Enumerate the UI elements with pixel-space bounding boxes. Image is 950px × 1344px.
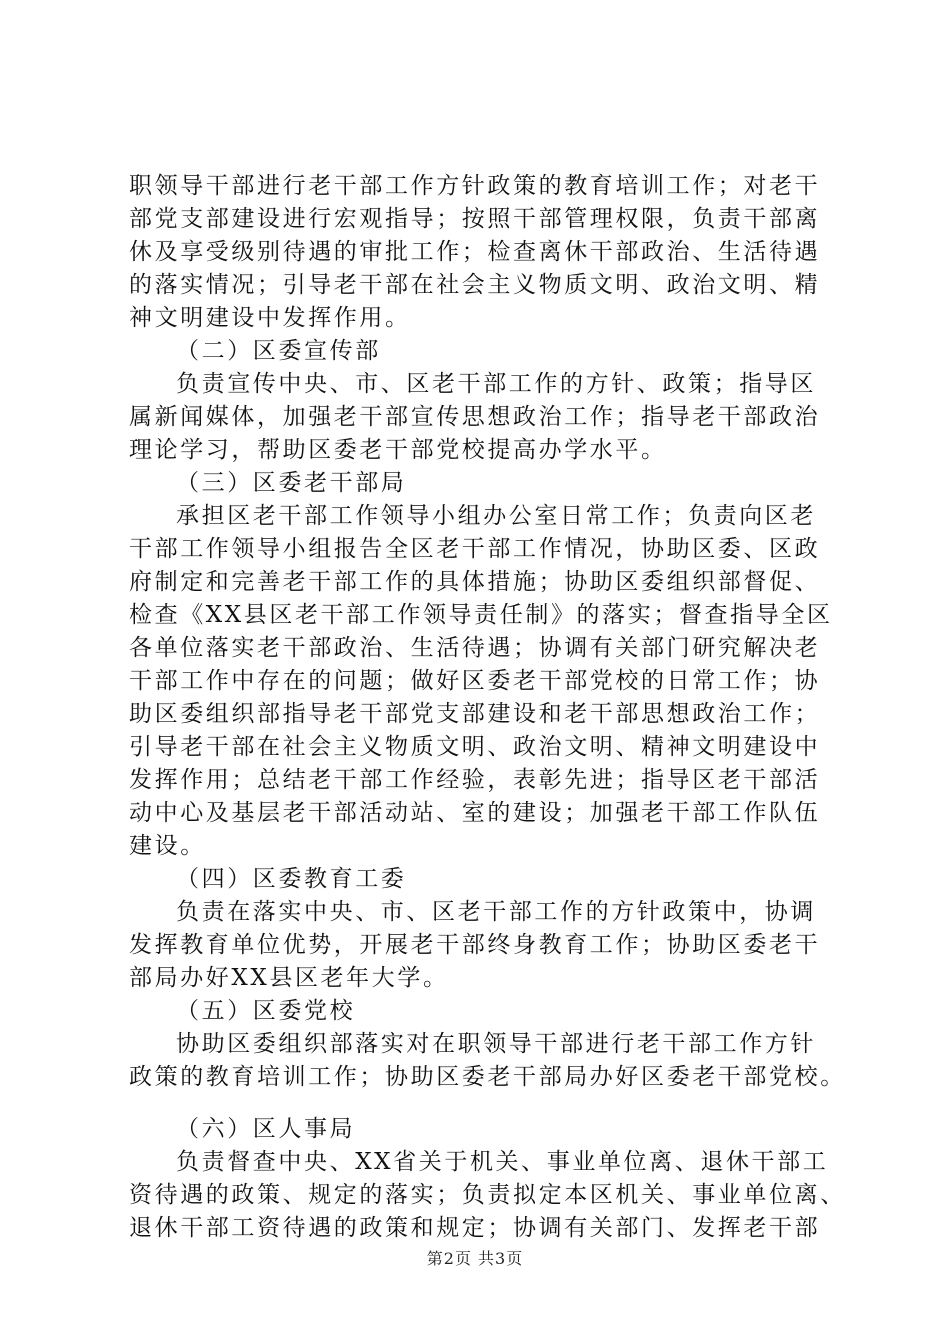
body-line: 引导老干部在社会主义物质文明、政治文明、精神文明建设中 (129, 734, 821, 760)
body-line: 神文明建设中发挥作用。 (129, 305, 411, 331)
paragraph-first-line: 协助区委组织部落实对在职领导干部进行老干部工作方针 (176, 1031, 816, 1057)
body-line: 休及享受级别待遇的审批工作；检查离休干部政治、生活待遇 (129, 239, 821, 265)
section-heading: （五）区委党校 (176, 998, 356, 1024)
body-line: 属新闻媒体，加强老干部宣传思想政治工作；指导老干部政治 (129, 404, 821, 430)
body-line: 干部工作中存在的问题；做好区委老干部党校的日常工作；协 (129, 668, 821, 694)
body-line: 发挥作用；总结老干部工作经验，表彰先进；指导区老干部活 (129, 767, 821, 793)
body-line: 检查《XX县区老干部工作领导责任制》的落实；督查指导全区 (129, 602, 833, 628)
page-number-footer: 第2页 共3页 (426, 1249, 524, 1268)
body-line: 府制定和完善老干部工作的具体措施；协助区委组织部督促、 (129, 569, 821, 595)
paragraph-first-line: 负责在落实中央、市、区老干部工作的方针政策中，协调 (176, 899, 816, 925)
body-line: 动中心及基层老干部活动站、室的建设；加强老干部工作队伍 (129, 800, 821, 826)
body-line: 部局办好XX县区老年大学。 (129, 965, 449, 991)
section-heading: （四）区委教育工委 (176, 866, 407, 892)
body-line: 部党支部建设进行宏观指导；按照干部管理权限，负责干部离 (129, 206, 821, 232)
body-line: 理论学习，帮助区委老干部党校提高办学水平。 (129, 437, 667, 463)
body-line: 政策的教育培训工作；协助区委老干部局办好区委老干部党校。 (129, 1064, 846, 1090)
paragraph-first-line: 负责宣传中央、市、区老干部工作的方针、政策；指导区 (176, 371, 816, 397)
body-line: 资待遇的政策、规定的落实；负责拟定本区机关、事业单位离、 (129, 1182, 846, 1208)
paragraph-first-line: 负责督查中央、XX省关于机关、事业单位离、退休干部工 (176, 1149, 829, 1175)
section-heading: （六）区人事局 (176, 1116, 356, 1142)
body-line: 发挥教育单位优势，开展老干部终身教育工作；协助区委老干 (129, 932, 821, 958)
body-line: 干部工作领导小组报告全区老干部工作情况，协助区委、区政 (129, 536, 821, 562)
document-body (129, 170, 846, 1245)
paragraph-first-line: 承担区老干部工作领导小组办公室日常工作；负责向区老 (176, 503, 816, 529)
paragraph-gap (129, 1094, 829, 1113)
body-line: 各单位落实老干部政治、生活待遇；协调有关部门研究解决老 (129, 635, 821, 661)
section-heading: （三）区委老干部局 (176, 470, 407, 496)
body-line: 的落实情况；引导老干部在社会主义物质文明、政治文明、精 (129, 272, 821, 298)
body-line: 退休干部工资待遇的政策和规定；协调有关部门、发挥老干部 (129, 1215, 821, 1241)
body-line: 助区委组织部指导老干部党支部建设和老干部思想政治工作； (129, 701, 821, 727)
body-line: 职领导干部进行老干部工作方针政策的教育培训工作；对老干 (129, 173, 821, 199)
section-heading: （二）区委宣传部 (176, 338, 381, 364)
body-line: 建设。 (129, 833, 206, 859)
